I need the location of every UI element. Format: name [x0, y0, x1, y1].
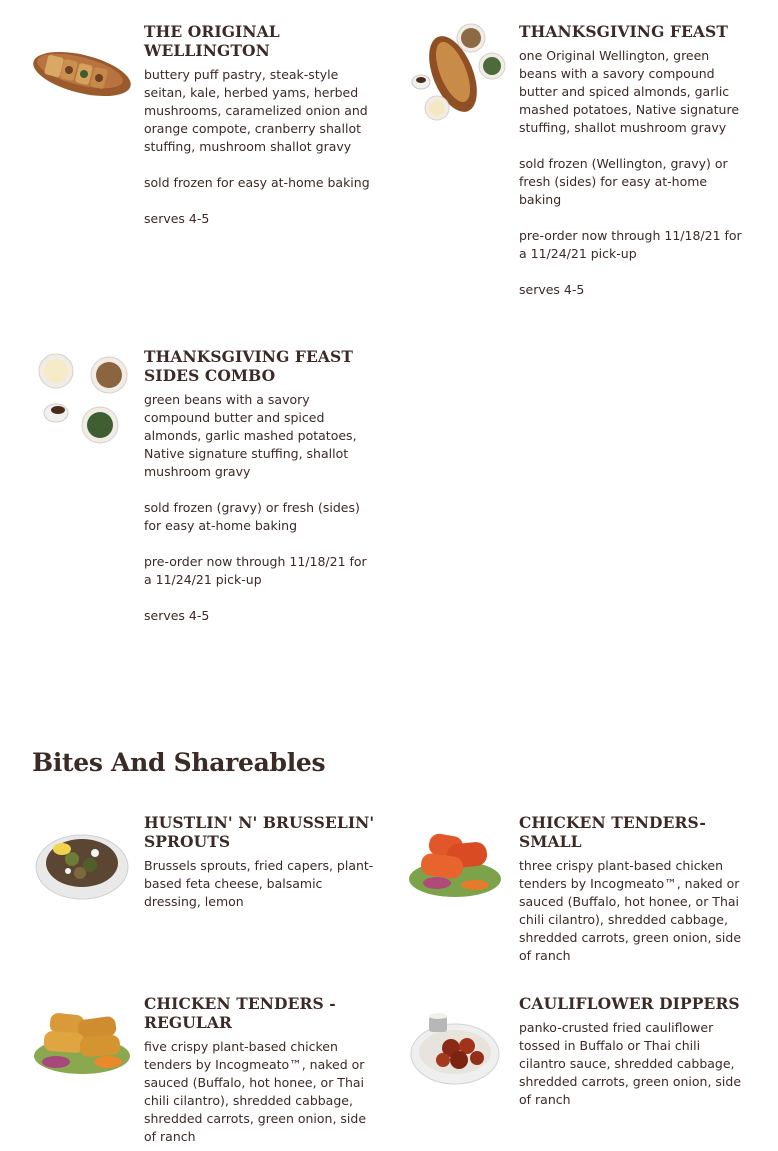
- thanksgiving-feast-image[interactable]: [407, 22, 507, 122]
- menu-item-description: one Original Wellington, green beans with a savory compound butter and spiced almonds, garlic mashed potatoes, Native signature stuffing, shallot mushroom gravy sold frozen (Wellington, gravy) or fresh (sides) for easy at-home baking pre-order now through 11/18/21 for a 11/24/21 pick-up serves 4-5: [519, 48, 742, 297]
- menu-item-description: panko-crusted fried cauliflower tossed in Buffalo or Thai chili cilantro sauce, shredded cabbage, shredded carrots, green onion, side of ranch: [519, 1020, 742, 1107]
- menu-item-description: Brussels sprouts, fried capers, plant-based feta cheese, balsamic dressing, lemon: [144, 858, 374, 909]
- section-heading-bites: Bites And Shareables: [32, 748, 326, 777]
- menu-item-title: CHICKEN TENDERS- SMALL: [519, 813, 706, 851]
- menu-item-title: THE ORIGINAL WELLINGTON: [144, 22, 280, 60]
- menu-item-title: THANKSGIVING FEAST SIDES COMBO: [144, 347, 353, 385]
- brussels-sprouts-bowl-image[interactable]: [32, 819, 132, 919]
- sides-combo-image[interactable]: [32, 347, 132, 447]
- menu-item-description: green beans with a savory compound butter and spiced almonds, garlic mashed potatoes, Native signature stuffing, shallot mushroom gravy sold frozen (gravy) or fresh (sides) for easy at-home baking pre-order now through 11/18/21 for a 11/24/21 pick-up serves 4-5: [144, 392, 367, 623]
- menu-item-title: THANKSGIVING FEAST: [519, 22, 728, 41]
- menu-item-title: HUSTLIN' N' BRUSSELIN' SPROUTS: [144, 813, 375, 851]
- menu-item-title: CAULIFLOWER DIPPERS: [519, 994, 740, 1013]
- menu-item-description: three crispy plant-based chicken tenders by Incogmeato™, naked or sauced (Buffalo, hot honee, or Thai chili cilantro), shredded cabbage, shredded carrots, green onion, side of ranch: [519, 858, 742, 963]
- cauliflower-dippers-image[interactable]: [407, 1002, 507, 1102]
- chicken-tenders-regular-image[interactable]: [32, 1002, 132, 1102]
- wellington-on-board-image[interactable]: [32, 22, 132, 122]
- menu-item-description: buttery puff pastry, steak-style seitan, kale, herbed yams, herbed mushrooms, caramelized onion and orange compote, cranberry shallot stuffing, mushroom shallot gravy sold frozen for easy at-home baking serves 4-5: [144, 67, 370, 226]
- chicken-tenders-small-image[interactable]: [407, 821, 507, 921]
- menu-item-description: five crispy plant-based chicken tenders by Incogmeato™, naked or sauced (Buffalo, hot honee, or Thai chili cilantro), shredded cabbage, shredded carrots, green onion, side of ranch: [144, 1039, 367, 1144]
- menu-item-title: CHICKEN TENDERS - REGULAR: [144, 994, 336, 1032]
